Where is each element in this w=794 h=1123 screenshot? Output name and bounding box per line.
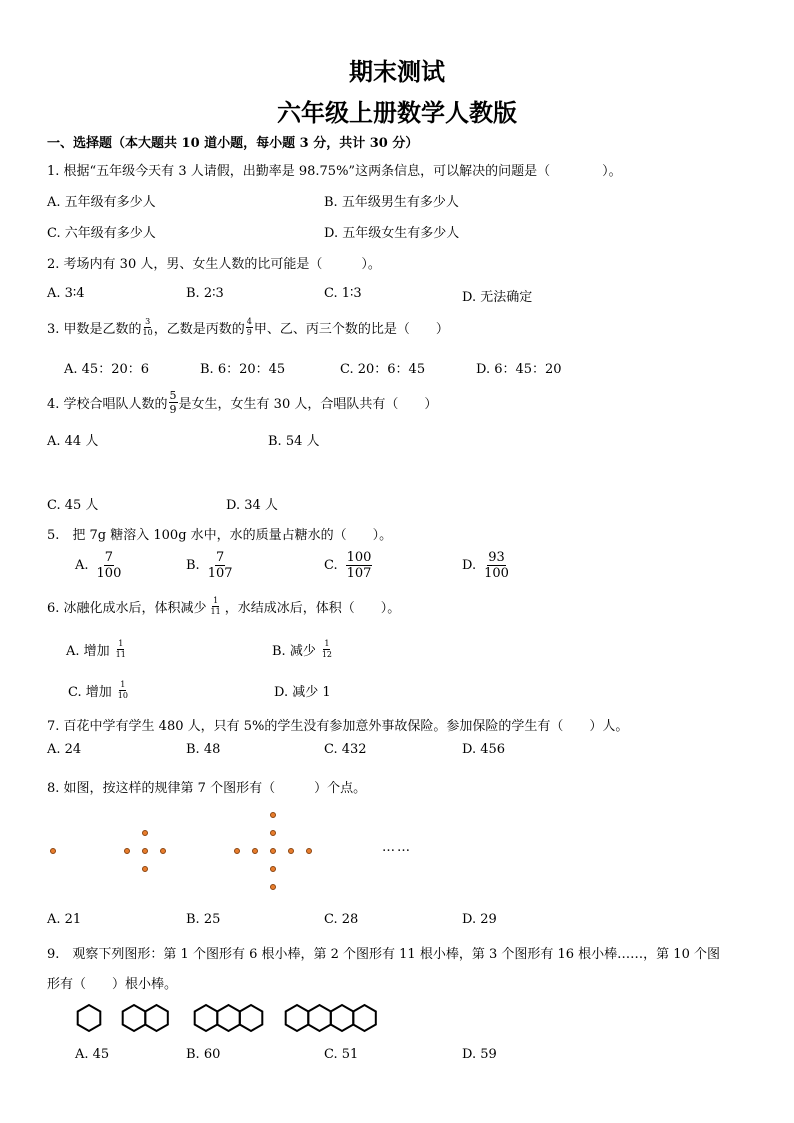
question-2: 2. 考场内有 30 人，男、女生人数的比可能是（ ）。 — [47, 257, 381, 272]
q5-option-a[interactable]: A. $\frac{7}{100}$ — [75, 550, 122, 581]
q7-option-d[interactable]: D. 456 — [462, 742, 506, 757]
q9-option-b[interactable]: B. 60 — [186, 1047, 221, 1062]
q3-fraction-2: $\frac{4}{9}$ — [246, 317, 252, 337]
pattern-dot — [50, 848, 56, 854]
q9-option-a[interactable]: A. 45 — [75, 1047, 110, 1062]
q6-option-d[interactable]: D. 减少 1 — [274, 685, 331, 700]
hexagon-shape — [123, 1005, 146, 1031]
hexagon-shape — [195, 1005, 218, 1031]
q7-option-a[interactable]: A. 24 — [47, 742, 82, 757]
pattern-dot — [142, 866, 148, 872]
q6-fraction: $\frac{1}{11}$ — [210, 596, 221, 616]
pattern-dot — [270, 848, 276, 854]
q2-option-d[interactable]: D. 无法确定 — [462, 290, 533, 305]
hexagon-shape — [240, 1005, 262, 1031]
q1-option-c[interactable]: C. 六年级有多少人 — [47, 226, 156, 241]
q3-option-a[interactable]: A. 45：20：6 — [64, 362, 150, 377]
q3-fraction-1: $\frac{3}{10}$ — [142, 317, 153, 337]
q5-a-fraction: $\frac{7}{100}$ — [96, 550, 122, 581]
q5-d-fraction: $\frac{93}{100}$ — [484, 550, 509, 581]
pattern-dot — [288, 848, 294, 854]
pattern-dot — [124, 848, 130, 854]
q2-option-c[interactable]: C. 1∶3 — [324, 286, 362, 301]
q5-option-d[interactable]: D. $\frac{93}{100}$ — [462, 550, 509, 581]
q8-option-b[interactable]: B. 25 — [186, 912, 221, 927]
q4-option-b[interactable]: B. 54 人 — [268, 434, 320, 449]
hexagon-shape — [145, 1005, 168, 1031]
q1-option-b[interactable]: B. 五年级男生有多少人 — [324, 195, 459, 210]
pattern-dot — [234, 848, 240, 854]
exam-subtitle: 六年级上册数学人教版 — [277, 98, 517, 127]
q4-option-c[interactable]: C. 45 人 — [47, 498, 99, 513]
q4-fraction: $\frac{5}{9}$ — [169, 389, 177, 416]
q5-c-fraction: $\frac{100}{107}$ — [346, 550, 372, 581]
question-3: 3. 甲数是乙数的 $\frac{3}{10}$ ，乙数是丙数的 $\frac{4}{9}$ 甲、乙、丙三个数的比是（ ） — [47, 317, 449, 337]
q4-option-d[interactable]: D. 34 人 — [226, 498, 278, 513]
q3-option-b[interactable]: B. 6：20：45 — [200, 362, 286, 377]
hexagon-shape — [286, 1005, 309, 1031]
q3-option-d[interactable]: D. 6：45：20 — [476, 362, 562, 377]
q5-option-b[interactable]: B. $\frac{7}{107}$ — [186, 550, 233, 581]
pattern-dot — [142, 848, 148, 854]
q6-option-a[interactable]: A. 增加 $\frac{1}{11}$ — [66, 639, 126, 659]
q9-option-d[interactable]: D. 59 — [462, 1047, 497, 1062]
q2-option-a[interactable]: A. 3∶4 — [47, 286, 85, 301]
q8-option-c[interactable]: C. 28 — [324, 912, 359, 927]
pattern-dot — [252, 848, 258, 854]
pattern-dot — [270, 884, 276, 890]
q2-option-b[interactable]: B. 2∶3 — [186, 286, 224, 301]
question-6: 6. 冰融化成水后，体积减少 $\frac{1}{11}$ ，水结成冰后，体积（ ）。 — [47, 596, 401, 616]
q8-ellipsis: …… — [382, 840, 412, 855]
exam-title: 期末测试 — [349, 57, 445, 86]
question-8: 8. 如图，按这样的规律第 7 个图形有（ ）个点。 — [47, 781, 367, 796]
q8-option-a[interactable]: A. 21 — [47, 912, 82, 927]
q7-option-c[interactable]: C. 432 — [324, 742, 367, 757]
q8-option-d[interactable]: D. 29 — [462, 912, 497, 927]
hexagon-shape — [78, 1005, 101, 1031]
hexagon-shape — [308, 1005, 331, 1031]
pattern-dot — [306, 848, 312, 854]
hexagon-shape — [331, 1005, 354, 1031]
question-7: 7. 百花中学有学生 480 人，只有 5%的学生没有参加意外事故保险。参加保险的学生有（ ）人。 — [47, 719, 629, 734]
q3-option-c[interactable]: C. 20：6：45 — [340, 362, 426, 377]
question-9-line-2: 形有（ ）根小棒。 — [47, 977, 178, 992]
section-heading: 一、选择题（本大题共 10 道小题，每小题 3 分，共计 30 分） — [47, 136, 419, 151]
pattern-dot — [270, 830, 276, 836]
q6-option-c[interactable]: C. 增加 $\frac{1}{10}$ — [68, 680, 128, 700]
question-4: 4. 学校合唱队人数的 $\frac{5}{9}$ 是女生，女生有 30 人，合唱队共有（ ） — [47, 389, 438, 416]
q7-option-b[interactable]: B. 48 — [186, 742, 221, 757]
question-5: 5. 把 7g 糖溶入 100g 水中，水的质量占糖水的（ ）。 — [47, 528, 393, 543]
pattern-dot — [270, 866, 276, 872]
hexagon-shape — [217, 1005, 240, 1031]
q1-option-d[interactable]: D. 五年级女生有多少人 — [324, 226, 460, 241]
question-1: 1. 根据“五年级今天有 3 人请假，出勤率是 98.75%”这两条信息，可以解决的问题是（ ）。 — [47, 164, 622, 179]
pattern-dot — [142, 830, 148, 836]
q5-option-c[interactable]: C. $\frac{100}{107}$ — [324, 550, 372, 581]
q5-b-fraction: $\frac{7}{107}$ — [207, 550, 233, 581]
question-9-line-1: 9. 观察下列图形：第 1 个图形有 6 根小棒，第 2 个图形有 11 根小棒，第 3 个图形有 16 根小棒……，第 10 个图 — [47, 947, 720, 962]
hexagon-shape — [353, 1005, 376, 1031]
q6-option-b[interactable]: B. 减少 $\frac{1}{12}$ — [272, 639, 333, 659]
q4-option-a[interactable]: A. 44 人 — [47, 434, 99, 449]
q9-option-c[interactable]: C. 51 — [324, 1047, 359, 1062]
pattern-dot — [160, 848, 166, 854]
q1-option-a[interactable]: A. 五年级有多少人 — [47, 195, 156, 210]
hexagon-stick-figures — [0, 1000, 794, 1040]
pattern-dot — [270, 812, 276, 818]
